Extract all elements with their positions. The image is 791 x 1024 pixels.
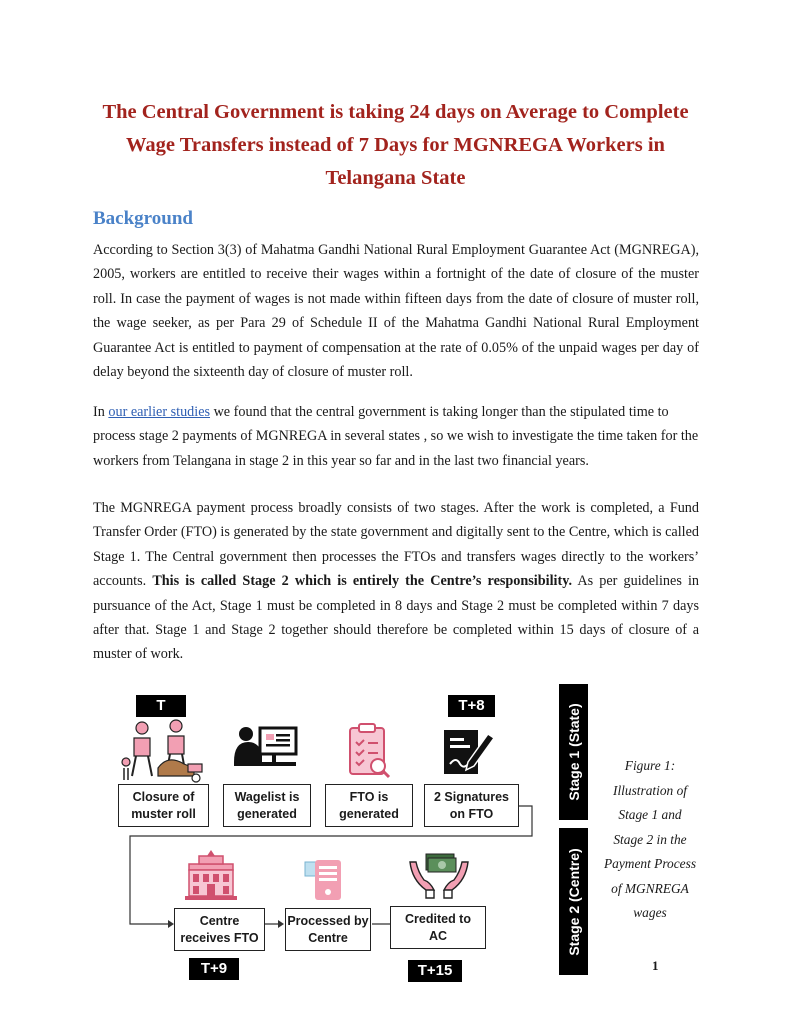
signature-icon bbox=[440, 724, 496, 780]
tag-t-plus-9: T+9 bbox=[189, 958, 239, 980]
money-hands-icon bbox=[408, 850, 470, 902]
workers-icon bbox=[118, 716, 208, 786]
tag-t: T bbox=[136, 695, 186, 717]
step-label: on FTO bbox=[449, 806, 494, 821]
step-label: generated bbox=[339, 806, 399, 821]
paragraph-3 bbox=[93, 496, 699, 667]
step-label: Wagelist is bbox=[234, 789, 300, 804]
step-label: FTO is bbox=[349, 789, 389, 804]
paragraph-3-end: As per guidelines in pursuance of the Act, Stage 1 must be completed in 8 days and Stage 2 must be completed within 7 days after that. Stage 1 and Stage 2 together should therefore be completed within 15 days of closure of a muster of work. bbox=[93, 573, 700, 663]
earlier-studies-link[interactable]: our earlier studies bbox=[108, 404, 211, 420]
paragraph-3-bold: This is called Stage 2 which is entirely the Centre’s responsibility. bbox=[152, 573, 573, 590]
caption-line: of MGNREGA bbox=[611, 880, 689, 896]
caption-line: Stage 2 in the bbox=[613, 831, 687, 847]
step-label: receives FTO bbox=[180, 930, 259, 945]
paragraph-2-text: we found that the central government is taking longer than the stipulated time to process stage 2 payments of MGNREGA in several states , so we wish to investigate the time taken for the workers from Telangana in stage 2 in this year so far and in the last two financial years. bbox=[93, 404, 699, 469]
caption-line: Payment Process bbox=[603, 856, 697, 871]
section-heading-background: Background bbox=[93, 208, 193, 229]
stage-2-bar bbox=[559, 828, 588, 975]
step-label: muster roll bbox=[131, 806, 196, 821]
step-label: Closure of bbox=[132, 789, 195, 804]
paragraph-2 bbox=[93, 400, 699, 473]
stage-2-label: Stage 2 (Centre) bbox=[565, 847, 582, 956]
tag-t-plus-8: T+8 bbox=[448, 695, 495, 717]
server-icon bbox=[303, 856, 351, 904]
paragraph-2-prefix: In bbox=[93, 404, 109, 420]
step-centre-receives-fto bbox=[174, 908, 265, 951]
caption-line: Figure 1: bbox=[624, 758, 676, 773]
government-building-icon bbox=[183, 848, 239, 902]
caption-line: Illustration of bbox=[612, 782, 688, 798]
stage-1-bar bbox=[559, 684, 588, 820]
step-label: Processed by bbox=[287, 913, 369, 928]
title-line-2: Wage Transfers instead of 7 Days for MGNREGA Workers in bbox=[126, 134, 665, 156]
page-title bbox=[80, 96, 711, 195]
stage-1-label: Stage 1 (State) bbox=[565, 703, 582, 801]
step-credited-to-ac bbox=[390, 906, 486, 949]
title-line-3: Telangana State bbox=[325, 167, 466, 189]
computer-user-icon bbox=[232, 722, 300, 780]
step-processed-by-centre bbox=[285, 908, 371, 951]
caption-line: wages bbox=[633, 905, 667, 920]
figure-caption bbox=[600, 754, 700, 926]
step-label: 2 Signatures bbox=[433, 789, 510, 804]
title-line-1: The Central Government is taking 24 days on Average to Complete bbox=[102, 101, 689, 123]
page-number: 1 bbox=[652, 958, 659, 973]
paragraph-1: According to Section 3(3) of Mahatma Gandhi National Rural Employment Guarantee Act (MGNREGA), 2005, workers are entitled to receive their wages within a fortnight of the date of closure of the muster roll. In case the payment of wages is not made within fifteen days from the date of closure of muster roll, the wage seeker, as per Para 29 of Schedule II of the Mahatma Gandhi National Rural Employment Guarantee Act is entitled to payment of compensation at the rate of 0.05% of the unpaid wages per day of delay beyond the sixteenth day of closure of muster roll. bbox=[93, 242, 699, 381]
tag-t-plus-15: T+15 bbox=[408, 960, 462, 982]
caption-line: Stage 1 and bbox=[618, 807, 682, 822]
clipboard-icon bbox=[346, 722, 392, 780]
step-label: generated bbox=[237, 806, 297, 821]
step-label: Centre bbox=[308, 930, 348, 945]
step-label: Credited to bbox=[405, 911, 471, 926]
step-label: AC bbox=[428, 928, 448, 943]
paragraph-3-start: The MGNREGA payment process broadly consists of two stages. After the work is completed, a Fund Transfer Order (FTO) is generated by the state government and digitally sent to the Centre, which is called Stage 1. The Central government then processes the FTOs and transfers wages directly to the workers’ accounts. bbox=[93, 500, 699, 590]
step-label: Centre bbox=[199, 913, 240, 928]
